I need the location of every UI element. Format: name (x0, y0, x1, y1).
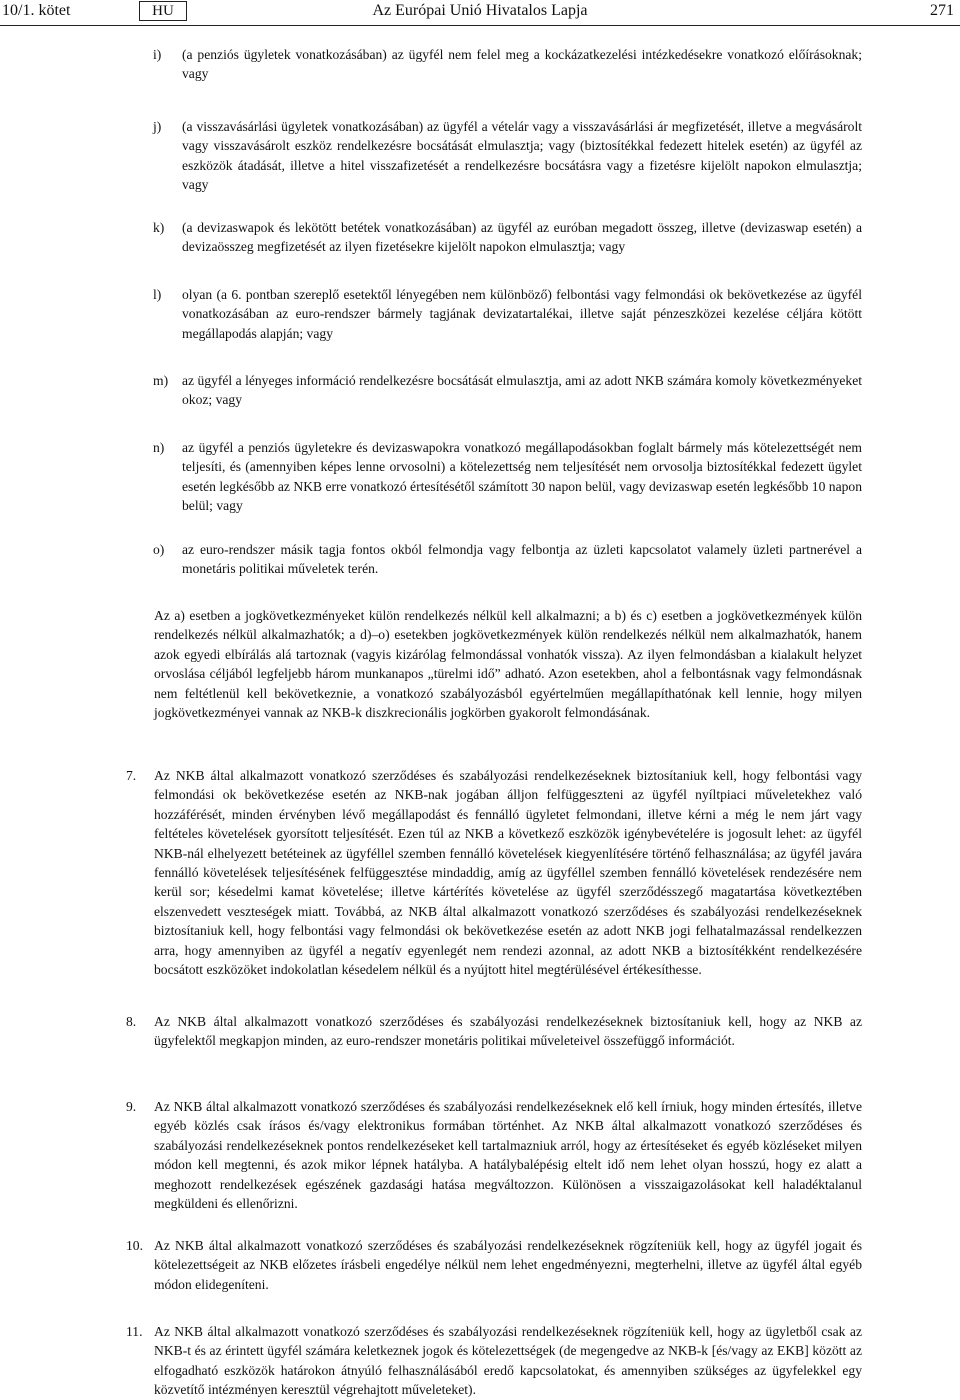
list-item-m (153, 371, 862, 410)
list-item-o (153, 540, 862, 579)
item-text: az ügyfél a penziós ügyletekre és devizaswapokra vonatkozó megállapodásokban foglalt bármely más kötelezettségét nem teljesíti, és (amennyiben képes lenne orvosolni) a kötelezettség nem teljesítését nem orvosolja biztosítékkal fedezett ügylet esetén legkésőbb az NKB erre vonatkozó értesítésétől számított 30 napon belül, vagy devizaswap esetén legkésőbb 10 napon belül; vagy (182, 440, 862, 514)
item-label: i) (153, 47, 162, 62)
list-item-n (153, 438, 862, 516)
item-label: o) (153, 542, 165, 557)
volume-label: 10/1. kötet (2, 2, 71, 19)
list-item-k (153, 218, 862, 257)
section-text: Az NKB által alkalmazott vonatkozó szerződéses és szabályozási rendelkezéseknek biztosítaniuk kell, hogy felbontási vagy felmondási ok bekövetkezése esetén az NKB-nak jogában álljon felfüggeszteni az ügyfél nyíltpiaci műveletekhez való hozzáférését, minden érvényben lévő megállapodást és fennálló ügyletet felmondani, illetve kérni a még le nem járt vagy feltételes követelések gyorsított teljesítését. Ezen túl az NKB a következő eszközök igénybevételére is jogosult lehet: az ügyfél NKB-nál elhelyezett betéteinek az ügyféllel szemben fennálló követelések kiegyenlítésére történő felhasználása; az ügyfél javára fennálló követelések teljesítésének felfüggesztése mindaddig, amíg az ügyféllel szemben fennálló követelések rendezésére nem kerül sor; késedelmi kamat követelése; illetve kártérítés követelése az ügyfél szerződésszegő magatartása következtében elszenvedett veszteségek miatt. Továbbá, az NKB által alkalmazott vonatkozó szerződéses és szabályozási rendelkezéseknek biztosítaniuk kell, hogy felbontási vagy felmondási ok bekövetkezése esetén az adott NKB jogi felhatalmazással rendelkezzen arra, hogy amennyiben az ügyfél a negatív egyenlegét nem rendezi azonnal, az adott NKB a biztosítékként rendelkezésére bocsátott eszközöket indokolatlan késedelem nélkül és a nyújtott hitel megtérülésével értékesíthesse. (154, 768, 862, 978)
section-number: 11. (126, 1324, 143, 1339)
item-text: (a visszavásárlási ügyletek vonatkozásában) az ügyfél a vételár vagy a visszavásárlási ár megfizetését, illetve a megvásárolt vagy visszavásárolt eszköz rendelkezésre bocsátását elmulasztja; vagy (biztosítékkal fedezett hitelek esetén) az ügyfél az eszközök átadását, illetve a hitel visszafizetését a rendelkezésre bocsátásra vagy a fizetésre kijelölt napokon elmulasztja; vagy (182, 119, 862, 193)
section-number: 9. (126, 1099, 137, 1114)
item-text: olyan (a 6. pontban szereplő esetektől lényegében nem különböző) felbontási vagy felmondási ok bekövetkezése az ügyfél vonatkozásában az euro-rendszer bármely tagjának devizatartalékai, illetve saját pénzeszközei kezelése céljára kötött megállapodás alapján; vagy (182, 287, 862, 341)
section-number: 7. (126, 768, 137, 783)
item-label: l) (153, 287, 162, 302)
item-text: (a penziós ügyletek vonatkozásában) az ügyfél nem felel meg a kockázatkezelési intézkedésekre vonatkozó előírásoknak; vagy (182, 47, 862, 82)
language-badge: HU (139, 1, 187, 21)
section-number: 8. (126, 1014, 137, 1029)
list-item-j (153, 117, 862, 195)
list-item-l (153, 285, 862, 343)
section-text: Az NKB által alkalmazott vonatkozó szerződéses és szabályozási rendelkezéseknek elő kell írniuk, hogy minden értesítés, illetve egyéb közlés csak írásos és/vagy elektronikus formában történhet. Az NKB által alkalmazott vonatkozó szerződéses és szabályozási rendelkezéseknek pontos rendelkezéseket kell tartalmazniuk arról, hogy az értesítéseket és egyéb közléseket milyen módon kell megtenni, és azok mikor lépnek hatályba. A hatálybalépésig eltelt idő nem lehet olyan hosszú, hogy ez alatt a meghozott rendelkezések egészének gazdasági hatása megváltozzon. Különösen a visszaigazolásokat kell haladéktalanul megküldeni és ellenőrizni. (154, 1099, 862, 1212)
item-text: az euro-rendszer másik tagja fontos okból felmondja vagy felbontja az üzleti kapcsolatot valamely üzleti partnerével a monetáris politikai műveletek terén. (182, 542, 862, 577)
journal-title: Az Európai Unió Hivatalos Lapja (372, 2, 588, 19)
page-header (0, 0, 960, 26)
item-text: (a devizaswapok és lekötött betétek vonatkozásában) az ügyfél az euróban megadott összeg, illetve (devizaswap esetén) a devizaösszeg megfizetését az ilyen fizetésekre kijelölt napokon elmulasztja; vagy (182, 220, 862, 255)
section-number: 10. (126, 1238, 143, 1253)
item-text: az ügyfél a lényeges információ rendelkezésre bocsátását elmulasztja, ami az adott NKB számára komoly következményeket okoz; vagy (182, 373, 862, 408)
closing-paragraph: Az a) esetben a jogkövetkezményeket külön rendelkezés nélkül kell alkalmazni; a b) és c) esetben a jogkövetkezmények külön rendelkezés nélkül alkalmazhatók; a d)–o) esetekben jogkövetkezmények külön rendelkezés nélkül nem alkalmazhatók, hanem azok egyedi elbírálás alá tartoznak (vagyis kizárólag felmondással vonhatók vissza). Az ilyen felmondásban a kialakult helyzet orvoslása céljából legfeljebb három munkanapos „türelmi idő” adható. Azon esetekben, ahol a felbontásnak vagy felmondásnak nem feltétlenül kell bekövetkeznie, a vonatkozó szabályozásból egyértelműen megállapíthatónak kell lennie, hogy milyen jogkövetkezményei vannak az NKB-k diszkrecionális jogkörben gyakorolt felmondásának. (154, 608, 862, 721)
item-label: j) (153, 119, 162, 134)
section-text: Az NKB által alkalmazott vonatkozó szerződéses és szabályozási rendelkezéseknek biztosítaniuk kell, hogy az NKB az ügyfelektől megkapjon minden, az euro-rendszer monetáris politikai műveleteivel összefüggő információt. (154, 1014, 862, 1049)
section-text: Az NKB által alkalmazott vonatkozó szerződéses és szabályozási rendelkezéseknek rögzíteniük kell, hogy az ügyletből csak az NKB-t és az érintett ügyfél számára keletkeznek jogok és kötelezettségek (de megengedve az NKB-k [és/vagy az EKB] között az elfogadható eszközök határokon átnyúló felhasználásából eredő kapcsolatokat, és amennyiben szükséges az ügyfelekkel egy közvetítő intézményen keresztül végrehajtott műveleteket). (154, 1324, 862, 1398)
list-item-i (153, 45, 862, 84)
section-text: Az NKB által alkalmazott vonatkozó szerződéses és szabályozási rendelkezéseknek rögzíteniük kell, hogy az ügyfél jogait és kötelezettségeit az NKB előzetes írásbeli engedélye nélkül nem lehet engedményezni, megterhelni, illetve az ügyfél által egyéb módon elidegeníteni. (154, 1238, 862, 1292)
item-label: m) (153, 373, 169, 388)
page-number: 271 (930, 2, 954, 19)
item-label: n) (153, 440, 165, 455)
item-label: k) (153, 220, 165, 235)
